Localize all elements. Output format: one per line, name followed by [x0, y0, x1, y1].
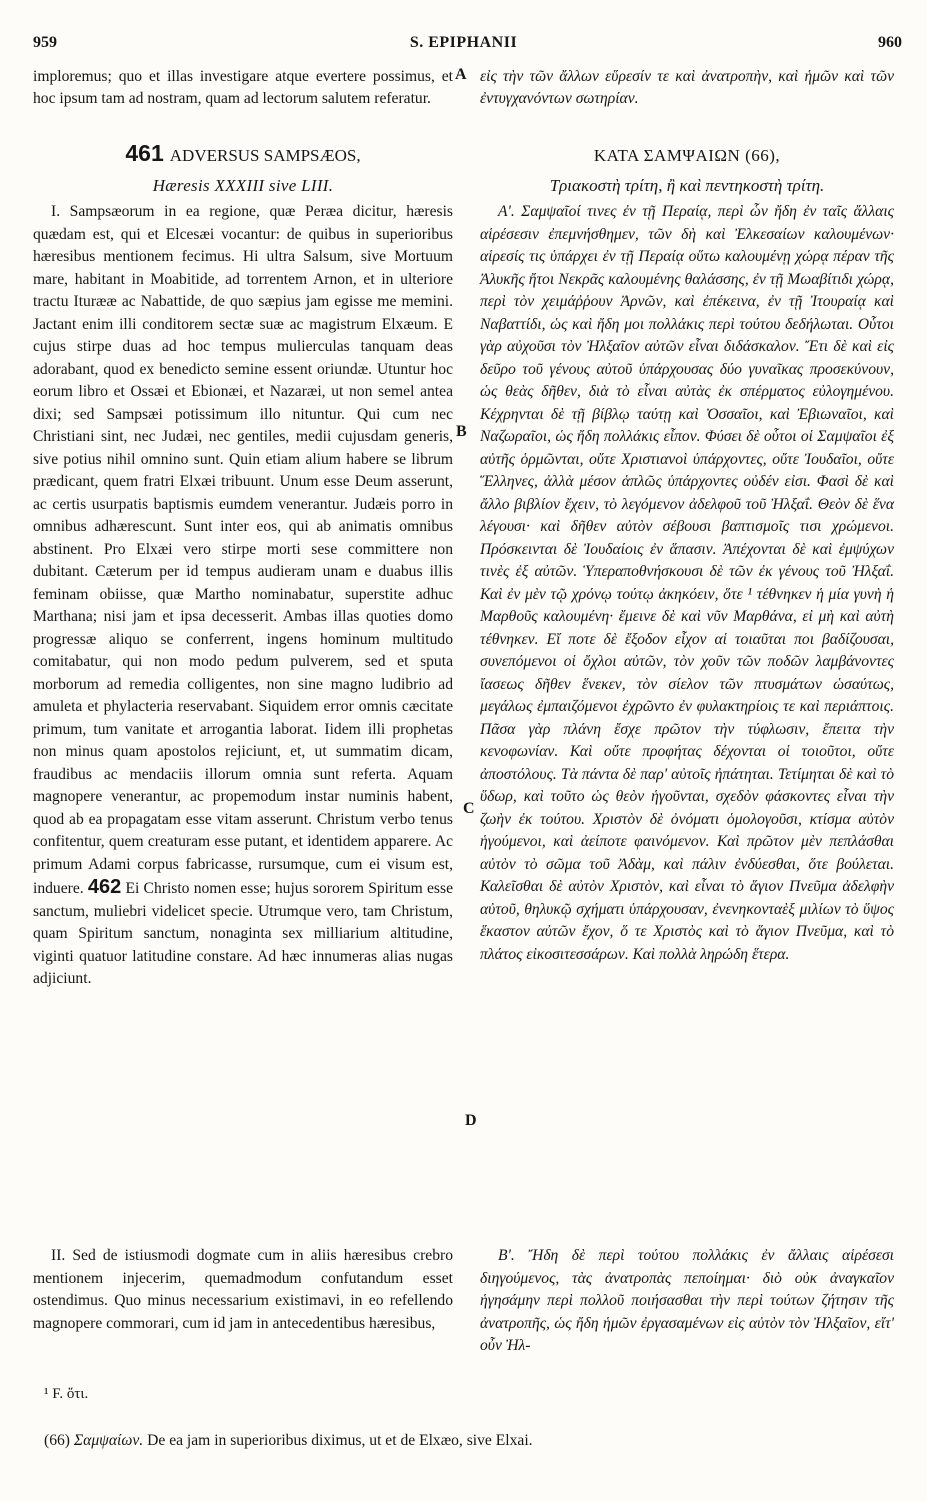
greek-section-2 [480, 1245, 894, 1358]
latin-section-1-end: Ei Christo nomen esse; hujus sororem Spiritum esse sanctum, muliebri videlicet specie. Utrumque vero, tam Christum, quam Spiritum sanctum, nonaginta sex milliarium altitudine, viginti quatuor latitudine constare. Ad hæc innumeras alias nugas adjiciunt. [33, 880, 453, 987]
latin-title: ADVERSUS SAMPSÆOS, [169, 146, 361, 165]
latin-section-2 [33, 1245, 453, 1335]
page-number-right: 960 [878, 34, 902, 51]
greek-title: ΚΑΤΑ ΣΑΜΨΑΙΩΝ (66), [593, 146, 781, 165]
greek-section-1 [480, 201, 894, 966]
endnote-label: (66) [44, 1432, 70, 1449]
endnote-text: De ea jam in superioribus diximus, ut et de Elxæo, sive Elxai. [147, 1432, 533, 1449]
margin-letter-c: C [463, 800, 475, 817]
latin-section-2-text: II. Sed de istiusmodi dogmate cum in aliis hæresibus crebro mentionem injecerim, quemadmodum confutandum esset ostendimus. Quo minus necessarium existimavi, in eo refellendo magnopere commorari, cum id jam in antecedentibus hæresibus, [33, 1247, 453, 1332]
greek-section-2-text: Β'. Ἤδη δὲ περὶ τούτου πολλάκις ἐν ἄλλαις αἱρέσεσι διηγούμενος, τὰς ἀνατροπὰς πεποίημαι· διὸ οὐκ ἀναγκαῖον ἡγησάμην περὶ πολλοῦ ποιήσασθαι τὴν περὶ τούτων ζήτησιν τῆς ἀνατροπῆς, ὡς ἤδη ἡμῶν ἐργασαμένων εἰς αὐτὸν τὸν Ἠλξαῖον, εἴτ' οὖν Ἠλ- [480, 1247, 894, 1354]
margin-letter-a: A [455, 66, 467, 83]
page-number-left: 959 [33, 34, 57, 51]
intro-greek: εἰς τὴν τῶν ἄλλων εὕρεσίν τε καὶ ἀνατροπὴν, καὶ ἡμῶν καὶ τῶν ἐντυγχανόντων σωτηρίαν. [480, 68, 894, 107]
greek-subtitle: Τριακοστὴ τρίτη, ἢ καὶ πεντηκοστὴ τρίτη. [549, 176, 825, 195]
latin-section-1-text: I. Sampsæorum in ea regione, quæ Peræa dicitur, hæresis quædam est, qui et Elcesæi vocantur: de quibus in superioribus hæresibus mentionem fecimus. Hi ultra Salsum, sive Mortuum mare, habitant in Moabitide, ad torrentem Arnon, et in ulteriore tractu Iturææ ac Nabattide, de quo sæpius jam egisse me memini. Jactant enim illi conditorem sectæ suæ ac magistrum Elxæum. E cujus stirpe duas ad hoc tempus mulierculas tanquam deas adorabant, quod ex benedicto semine essent oriundæ. Utuntur hoc eorum libro et Ossæi et Ebionæi, et Nazaræi, ut non semel antea dixi; sed Sampsæi potissimum illo nituntur. Qui cum nec Christiani sint, nec Judæi, nec gentiles, medii cujusdam generis, sive potius nihil omnino sunt. Quin etiam alium habere se librum prædicant, quem fratri Elxæi tribuunt. Unum esse Deum asserunt, ac certis usurpatis baptismis eumdem venerantur. Judæis porro in omnibus adhærescunt. Sunt inter eos, qui ab animatis omnibus abstinent. Pro Elxæi vero stirpe morti sese committere non dubitant. Cæterum per id tempus audieram unam e duabus illis feminam obiisse, quæ Martho nominabatur, superstite adhuc Marthana; nisi jam et ipsa decesserit. Ambas illas quoties domo progressæ aliquo se conferrent, ingens hominum multitudo comitabatur, qui non modo pedum pulverem, sed et sputa morborum ad remedia colligentes, non sine magno ludibrio ad amuleta et phylacteria reservabant. Siquidem error omnis cæcitate primum, tum vanitate et arrogantia laborat. Iidem illi prophetas non minus quam apostolos rejiciunt, et, ut summatim dicam, fraudibus ac mendaciis illorum omnia sunt referta. Aquam magnopere venerantur, ac propemodum instar numinis habent, quod ab ea propagatam esse vitam asserunt. Christum verbo tenus confitentur, quem creaturam esse putant, et identidem apparere. Ac primum Adami corpus fabricasse, rursumque, cum ei visum est, induere. [33, 203, 453, 897]
intro-latin: imploremus; quo et illas investigare atque evertere possimus, et hoc ipsum tam ad nostram, quam ad lectorum salutem referatur. [33, 68, 453, 107]
section-number-461: 461 [125, 140, 164, 166]
endnote-greek: Σαμψαίων. [73, 1432, 144, 1449]
latin-subtitle: Hæresis XXXIII sive LIII. [152, 176, 334, 195]
latin-heading [33, 140, 453, 167]
margin-letter-b: B [456, 423, 467, 440]
running-title: S. EPIPHANII [409, 34, 518, 51]
margin-letter-d: D [465, 1112, 477, 1129]
section-number-462: 462 [87, 876, 122, 898]
latin-section-1 [33, 201, 453, 991]
footnote: ¹ F. ὅτι. [44, 1386, 89, 1402]
greek-section-1-text: Α'. Σαμψαῖοί τινες ἐν τῇ Περαίᾳ, περὶ ὧν ἤδη ἐν ταῖς ἄλλαις αἱρέσεσιν ἐπεμνήσθημεν, τῶν δὴ καὶ Ἐλκεσαίων καλουμένων· αἱρεσίς τις ὑπάρχει ἐν τῇ Περαίᾳ οὕτω καλουμένῃ χώρᾳ πέραν τῆς Ἀλυκῆς ἤτοι Νεκρᾶς καλουμένης θαλάσσης, ἐν τῇ Μωαβίτιδι χώρᾳ, περὶ τὸν χειμάῤῥουν Ἀρνῶν, καὶ ἐπέκεινα, ἐν τῇ Ἰτουραίᾳ καὶ Ναβαττίδι, ὡς καὶ ἤδη μοι πολλάκις περὶ τούτου δεδήλωται. Οὗτοι γὰρ αὐχοῦσι τὸν Ἠλξαῖον αὐτῶν εἶναι διδάσκαλον. Ἔτι δὲ καὶ εἰς δεῦρο τοῦ γένους αὐτοῦ ὑπάρχουσας δύο γυναῖκας προσεκύνουν, ὡς θεὰς δῆθεν, διὰ τὸ εἶναι αὐτὰς ἐκ σπέρματος εὐλογημένου. Κέχρηνται δὲ τῇ βίβλῳ ταύτῃ καὶ Ὀσσαῖοι, καὶ Ἐβιωναῖοι, καὶ Ναζωραῖοι, ὡς ἤδη πολλάκις εἶπον. Φύσει δὲ οὗτοι οἱ Σαμψαῖοι ἐξ αὐτῆς ὁρμῶνται, οὔτε Χριστιανοὶ ὑπάρχοντες, οὔτε Ἰουδαῖοι, οὔτε Ἕλληνες, ἀλλὰ μέσον ἁπλῶς ὑπάρχοντες οὐδέν εἰσι. Φασὶ δὲ καὶ ἄλλο βιβλίον ἔχειν, τὸ λεγόμενον ἀδελφοῦ τοῦ Ἠλξαΐ. Θεὸν δὲ ἕνα λέγουσι· καὶ δῆθεν αὐτὸν σέβουσι βαπτισμοῖς τισι χρώμενοι. Πρόσκεινται δὲ Ἰουδαίοις ἐν ἅπασιν. Ἀπέχονται δὲ καὶ ἐμψύχων τινὲς ἐξ αὐτῶν. Ὑπεραποθνήσκουσι δὲ τῶν ἐκ γένους τοῦ Ἠλξαΐ. Καὶ ἐν μὲν τῷ χρόνῳ τούτῳ ἀκηκόειν, ὅτε ¹ τέθνηκεν ἡ μία γυνὴ ἡ Μαρθοῦς καλουμένη· ἔμεινε δὲ καὶ νῦν Μαρθάνα, εἰ μὴ καὶ αὐτὴ τέθνηκεν. Εἴ ποτε δὲ ἔξοδον εἶχον αἱ τοιαῦται ποι βαδίζουσαι, συνεπόμενοι οἱ ὄχλοι αὐτῶν, τὸν χοῦν τῶν ποδῶν λαμβάνοντες ἴασεως δῆθεν ἕνεκεν, τὸν σίελον τῶν πτυσμάτων ὡσαύτως, μεγάλως ἐμπαιζόμενοι ἐχρῶντο ἐν φυλακτηρίοις τε καὶ περιάπτοις. Πᾶσα γὰρ πλάνη ἔσχε πρῶτον τὴν τύφλωσιν, ἔπειτα τὴν κενοφωνίαν. Καὶ οὔτε προφήτας δέχονται οἱ τοιοῦτοι, οὔτε ἀποστόλους. Τὰ πάντα δὲ παρ' αὐτοῖς ἠπάτηται. Τετίμηται δὲ καὶ τὸ ὕδωρ, καὶ τοῦτο ὡς θεὸν ἡγοῦνται, σχεδὸν φάσκοντες εἶναι τὴν ζωὴν ἐκ τούτου. Χριστὸν δὲ ὀνόματι ὁμολογοῦσι, κτίσμα αὐτὸν ἡγούμενοι, καὶ ἀείποτε φαινόμενον. Καὶ πρῶτον μὲν πεπλάσθαι αὐτὸν τὸ σῶμα τοῦ Ἀδὰμ, καὶ πάλιν ἐνδύεσθαι, ὅτε βούλεται. Καλεῖσθαι δὲ αὐτὸν Χριστὸν, καὶ εἶναι τὸ ἅγιον Πνεῦμα ἀδελφὴν αὐτοῦ, θηλυκῷ σχήματι ὑπάρχουσαν, ἐνενηκονταὲξ μιλίων τὸ ὕψος ἕκαστον αὐτῶν ἔχον, ὅ τε Χριστὸς καὶ τὸ ἅγιον Πνεῦμα, καὶ τὸ πλάτος εἰκοσιτεσσάρων. Καὶ πολλὰ ληρώδη ἕτερα. [480, 203, 894, 963]
running-head [0, 34, 927, 56]
endnote [44, 1432, 533, 1450]
